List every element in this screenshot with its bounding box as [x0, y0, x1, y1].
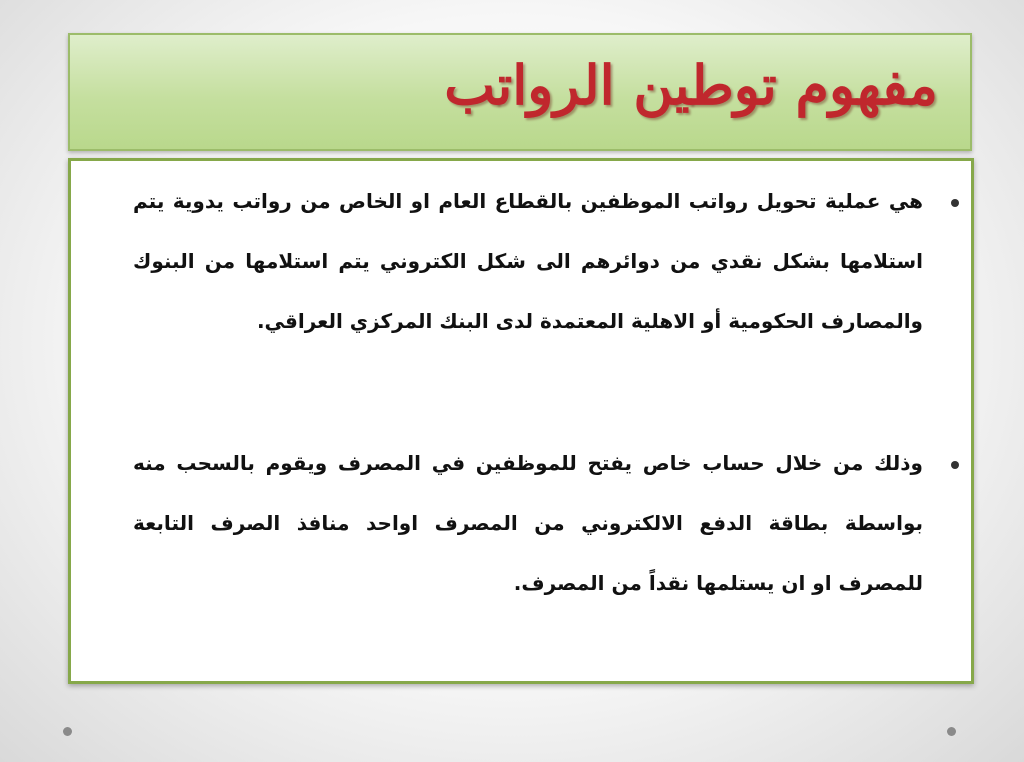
- title-banner: [68, 33, 972, 151]
- bullet-item: وذلك من خلال حساب خاص يفتح للموظفين في المصرف ويقوم بالسحب منه بواسطة بطاقة الدفع الالكتروني من المصرف اواحد منافذ الصرف التابعة للمصرف او ان يستلمها نقداً من المصرف.: [133, 451, 923, 595]
- bullet-dot-icon: [951, 199, 959, 207]
- bullet-item: هي عملية تحويل رواتب الموظفين بالقطاع العام او الخاص من رواتب يدوية يتم استلامها بشكل نقدي من دوائرهم الى شكل الكتروني يتم استلامها من البنوك والمصارف الحكومية أو الاهلية المعتمدة لدى البنك المركزي العراقي.: [133, 189, 923, 333]
- next-slide-dot-icon[interactable]: [947, 727, 956, 736]
- bullet-dot-icon: [951, 461, 959, 469]
- slide-title: مفهوم توطين الرواتب: [444, 53, 938, 117]
- content-panel: [68, 158, 974, 684]
- previous-slide-dot-icon[interactable]: [63, 727, 72, 736]
